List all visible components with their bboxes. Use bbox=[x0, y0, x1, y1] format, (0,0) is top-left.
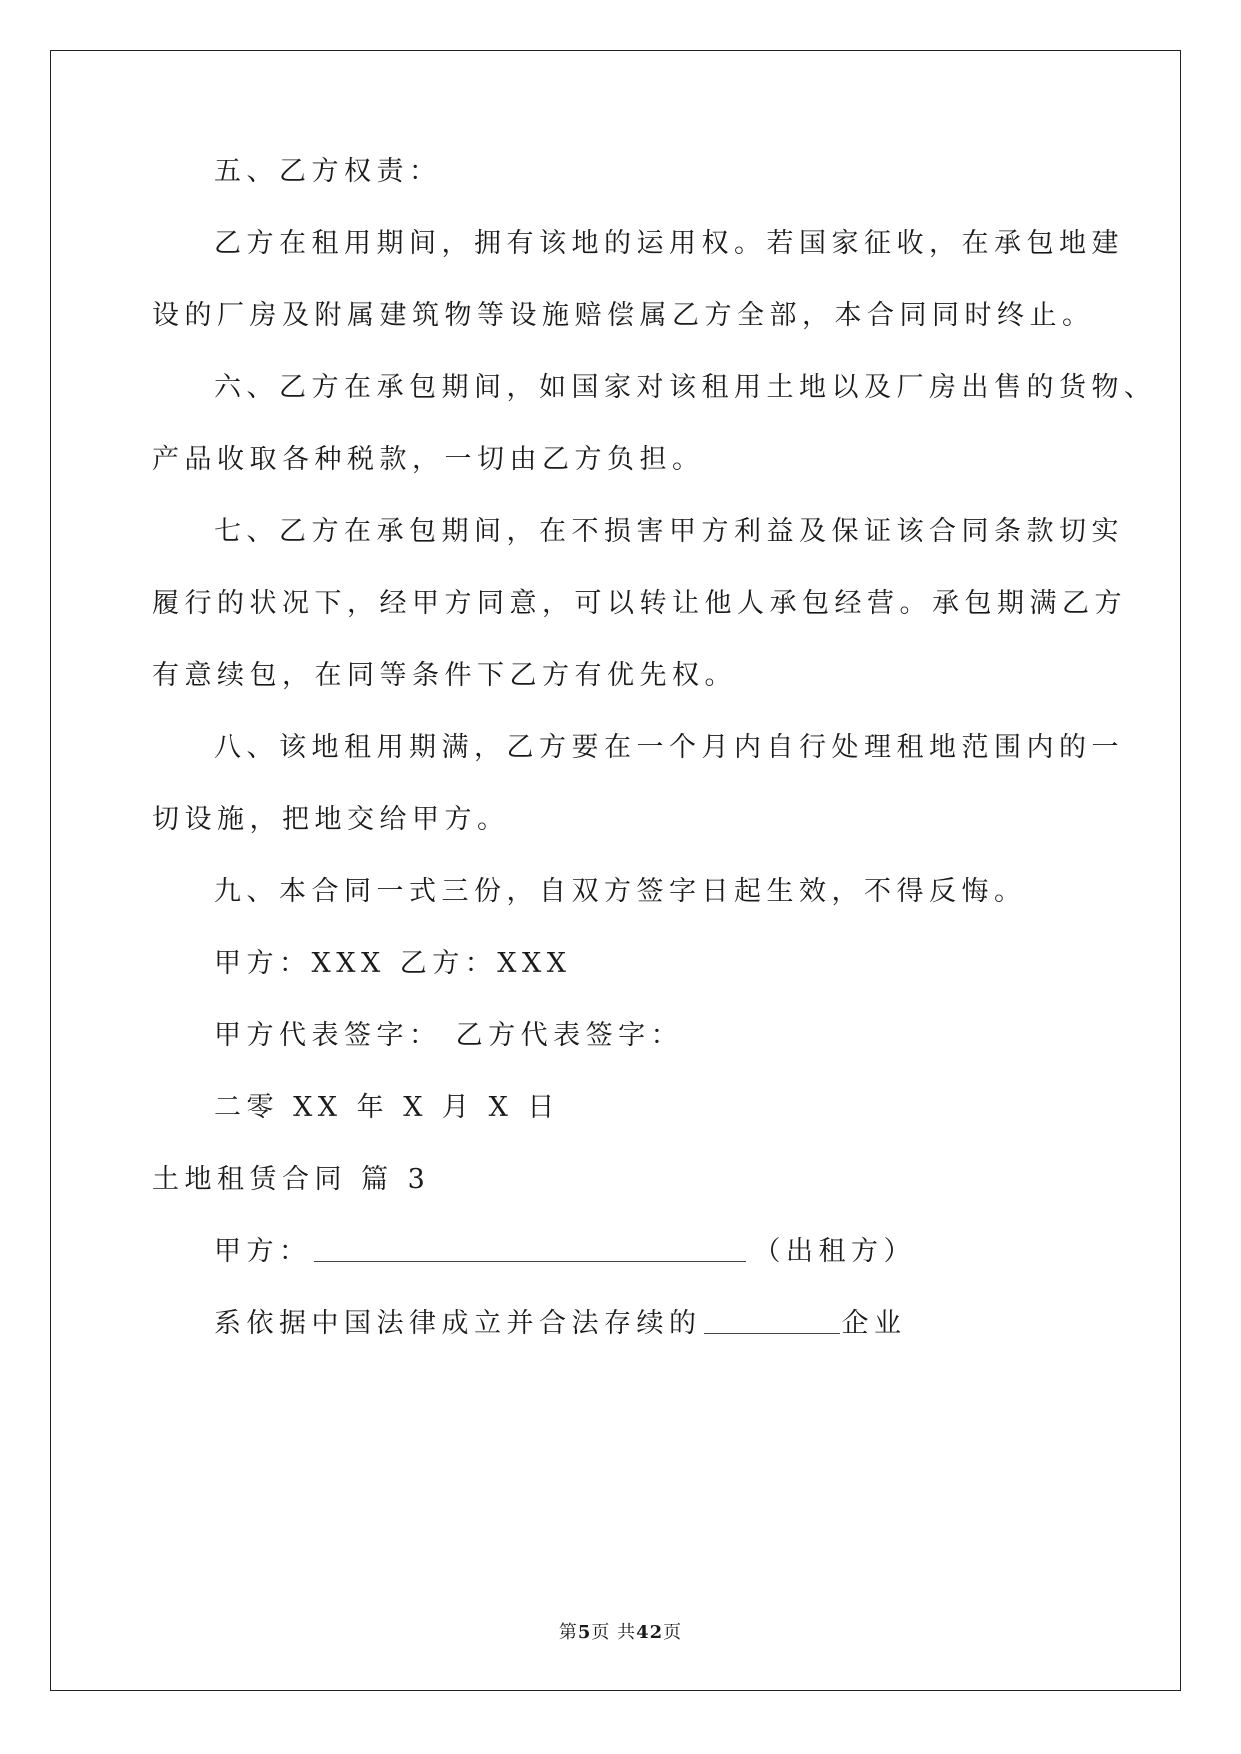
clause-9: 九、本合同一式三份，自双方签字日起生效，不得反悔。 bbox=[214, 876, 1027, 907]
signatures-line: 甲方代表签字： 乙方代表签字： bbox=[214, 1020, 684, 1051]
clause-6-line-1: 六、乙方在承包期间，如国家对该租用土地以及厂房出售的货物、 bbox=[214, 372, 1157, 403]
date-line: 二零 XX 年 X 月 X 日 bbox=[214, 1092, 560, 1123]
lessor-line bbox=[0, 1234, 1241, 1270]
page-border bbox=[50, 50, 1181, 1691]
footer-page-prefix: 第 bbox=[558, 1622, 578, 1643]
lessor-name-blank[interactable] bbox=[314, 1237, 746, 1262]
clause-6-line-2: 产品收取各种税款，一切由乙方负担。 bbox=[152, 444, 705, 475]
company-suffix: 企业 bbox=[841, 1308, 907, 1339]
footer-page-number: 5 bbox=[577, 1622, 592, 1643]
clause-8-line-1: 八、该地租用期满，乙方要在一个月内自行处理租地范围内的一 bbox=[214, 732, 1124, 763]
clause-8-line-2: 切设施，把地交给甲方。 bbox=[152, 804, 510, 835]
page-footer bbox=[0, 1618, 1241, 1644]
section-title: 土地租赁合同 篇 3 bbox=[152, 1164, 431, 1195]
lessor-suffix: （出租方） bbox=[753, 1236, 916, 1267]
footer-page-total: 42 bbox=[636, 1622, 664, 1643]
clause-5-text-line-1: 乙方在租用期间，拥有该地的运用权。若国家征收，在承包地建 bbox=[214, 228, 1124, 259]
footer-page-suffix: 页 bbox=[663, 1622, 683, 1643]
clause-7-line-1: 七、乙方在承包期间，在不损害甲方利益及保证该合同条款切实 bbox=[214, 516, 1124, 547]
clause-5-heading: 五、乙方权责： bbox=[214, 156, 442, 187]
clause-7-line-2: 履行的状况下，经甲方同意，可以转让他人承包经营。承包期满乙方 bbox=[152, 588, 1127, 619]
company-prefix: 系依据中国法律成立并合法存续的 bbox=[214, 1308, 702, 1339]
company-line bbox=[0, 1306, 1241, 1342]
company-type-blank[interactable] bbox=[704, 1309, 840, 1334]
footer-page-mid: 页 共 bbox=[591, 1622, 637, 1643]
clause-5-text-line-2: 设的厂房及附属建筑物等设施赔偿属乙方全部，本合同同时终止。 bbox=[152, 300, 1095, 331]
clause-7-line-3: 有意续包，在同等条件下乙方有优先权。 bbox=[152, 660, 737, 691]
parties-line: 甲方：XXX 乙方：XXX bbox=[214, 948, 572, 979]
lessor-label: 甲方： bbox=[214, 1236, 312, 1267]
